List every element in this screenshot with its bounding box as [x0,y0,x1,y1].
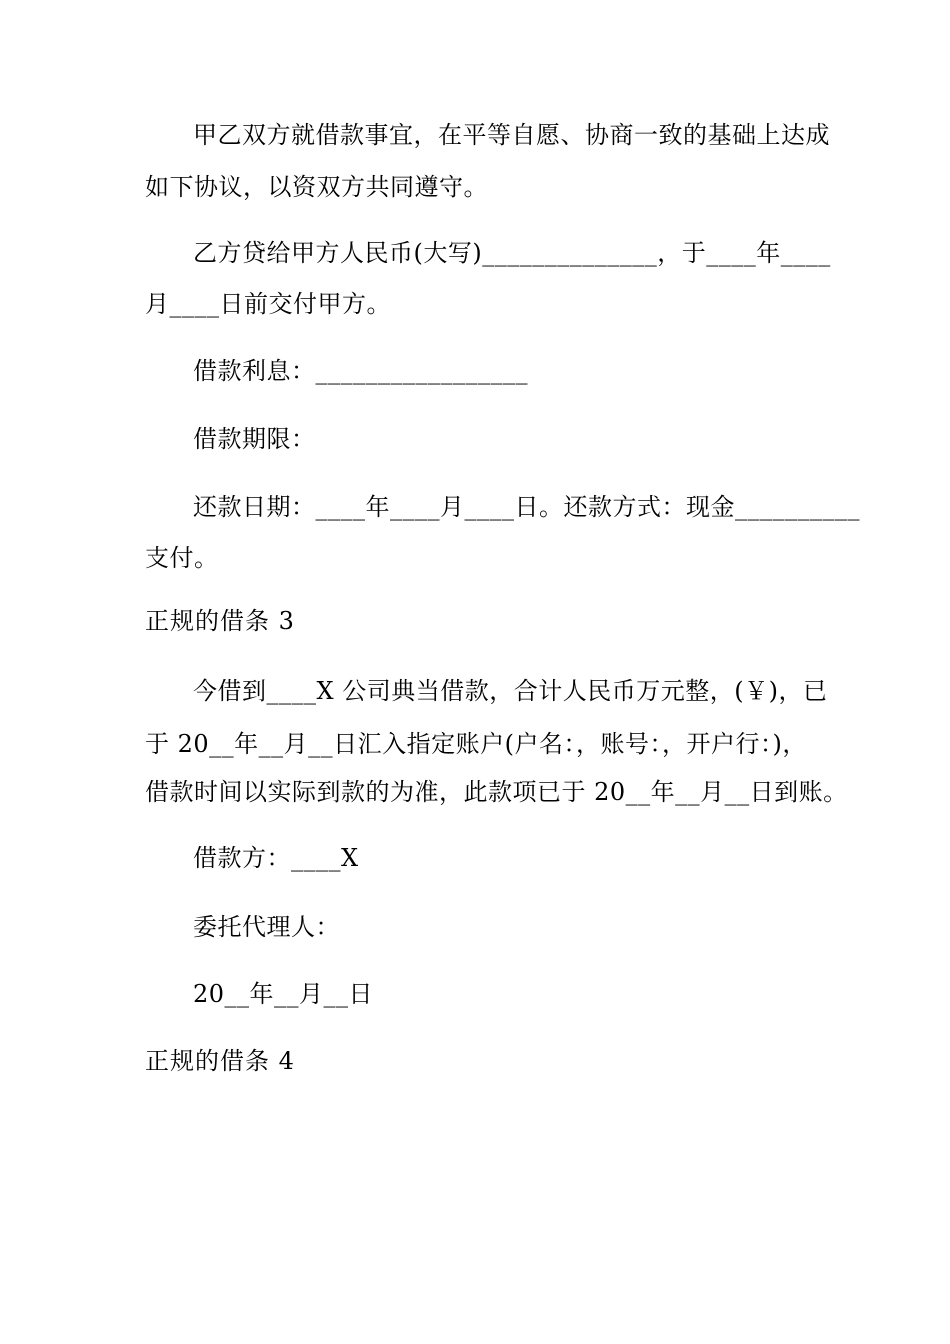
agent-line: 委托代理人： [193,913,340,941]
section-3-heading: 正规的借条 3 [145,607,295,635]
loan-amount-line-2: 月____日前交付甲方。 [145,290,391,318]
date-line: 20__年__月__日 [193,980,374,1008]
agreement-intro-line-1: 甲乙双方就借款事宜，在平等自愿、协商一致的基础上达成 [193,121,830,149]
section-3-body-line-1: 今借到____X 公司典当借款，合计人民币万元整，(￥)，已 [193,677,828,705]
loan-amount-line-1: 乙方贷给甲方人民币(大写)______________，于____年____ [193,239,831,267]
repayment-line-1: 还款日期：____年____月____日。还款方式：现金__________ [193,493,860,521]
section-4-heading: 正规的借条 4 [145,1047,295,1075]
agreement-intro-line-2: 如下协议，以资双方共同遵守。 [145,173,488,201]
repayment-line-2: 支付。 [145,544,219,572]
section-3-body-line-3: 借款时间以实际到款的为准，此款项已于 20__年__月__日到账。 [145,778,848,806]
borrower-line: 借款方：____X [193,844,359,872]
section-3-body-line-2: 于 20__年__月__日汇入指定账户(户名：，账号：，开户行：)， [145,730,807,758]
loan-term: 借款期限： [193,425,316,453]
loan-interest: 借款利息：_________________ [193,357,528,385]
